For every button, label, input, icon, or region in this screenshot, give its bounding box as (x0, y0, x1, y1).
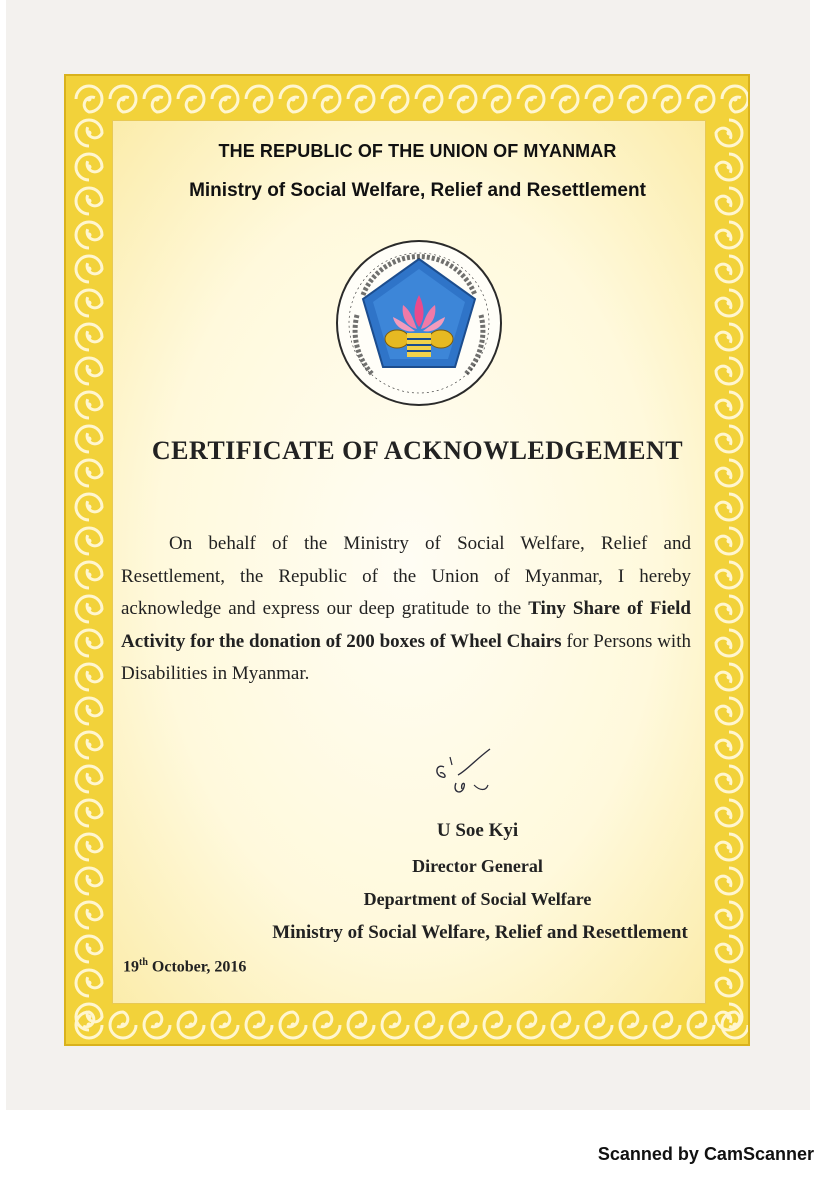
signatory-name: U Soe Kyi (436, 820, 519, 841)
body-text-part1: On behalf of the Ministry of Social Welfare, Relief and Resettlement, the Republic of the Union of Myanmar, I hereby acknowledge and express our deep gratitude to the (121, 533, 691, 619)
body-text-highlight: Tiny Share of Field Activity for the donation of 200 boxes of Wheel Chairs (121, 598, 691, 652)
certificate-title: CERTIFICATE OF ACKNOWLEDGEMENT (151, 436, 684, 465)
ministry-heading: Ministry of Social Welfare, Relief and Resettlement (189, 180, 646, 201)
camscanner-watermark: Scanned by CamScanner (597, 1144, 814, 1164)
date-suffix: th (139, 957, 148, 968)
body-text-part2: for Persons with Disabilities in Myanmar. (121, 630, 691, 684)
issue-date (123, 957, 246, 976)
signatory-ministry: Ministry of Social Welfare, Relief and Resettlement (272, 922, 688, 943)
signatory-role: Director General (412, 856, 543, 876)
republic-heading: THE REPUBLIC OF THE UNION OF MYANMAR (218, 141, 617, 161)
date-day: 19 (123, 958, 139, 976)
ministry-seal-icon (333, 235, 505, 411)
signature-icon (430, 745, 510, 805)
date-rest: October, 2016 (147, 958, 247, 976)
signatory-department: Department of Social Welfare (363, 889, 592, 909)
certificate-body (121, 528, 691, 691)
